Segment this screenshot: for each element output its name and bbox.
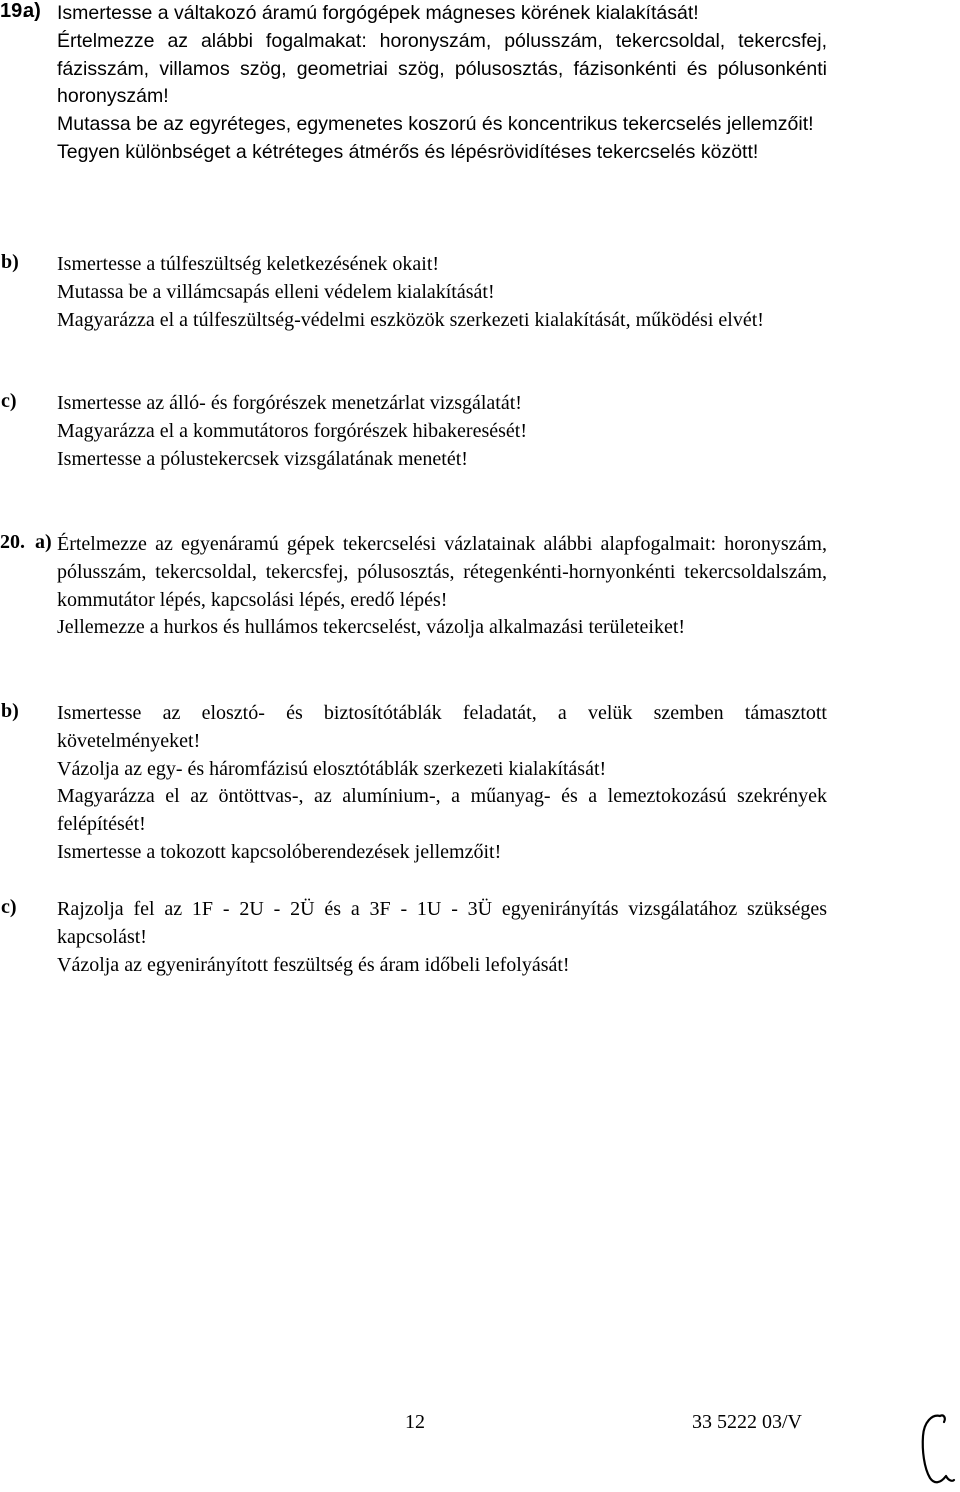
page-number: 12: [405, 1411, 425, 1433]
paragraph: Ismertesse az elosztó- és biztosítótáblák feladatát, a velük szemben támasztott követelményeket!: [57, 702, 827, 752]
paragraph: Mutassa be az egyréteges, egymenetes koszorú és koncentrikus tekercselés jellemzőit!: [57, 113, 814, 136]
paragraph: Mutassa be a villámcsapás elleni védelem kialakítását!: [57, 280, 495, 303]
subquestion-a: [35, 531, 827, 642]
document-code: 33 5222 03/V: [692, 1411, 802, 1433]
paragraph: Értelmezze az egyenáramú gépek tekercselési vázlatainak alábbi alapfogalmait: horonyszám, pólusszám, tekercsoldal, tekercsfej, pólusosztás, rétegenkénti-hornyonkénti tekercsoldalszám, kommutátor lépés, kapcsolási lépés, eredő lépés!: [57, 533, 827, 611]
subquestion-letter: c): [1, 896, 17, 918]
paragraph: Magyarázza el a túlfeszültség-védelmi eszközök szerkezeti kialakítását, működési elvét!: [57, 308, 764, 331]
question-number: 19.: [0, 0, 28, 22]
paragraph: Vázolja az egyenirányított feszültség és áram időbeli lefolyását!: [57, 953, 570, 976]
paragraph: Ismertesse a tokozott kapcsolóberendezések jellemzőit!: [57, 840, 502, 863]
paragraph: Tegyen különbséget a kétréteges átmérős és lépésrövidítéses tekercselés között!: [57, 140, 759, 163]
paragraph: Rajzolja fel az 1F - 2U - 2Ü és a 3F - 1U - 3Ü egyenirányítás vizsgálatához szükséges kapcsolást!: [57, 898, 827, 948]
subquestion-a: [23, 0, 827, 167]
subquestion-letter: b): [1, 251, 19, 273]
paragraph: Jellemezze a hurkos és hullámos tekercselést, vázolja alkalmazási területeiket!: [57, 616, 686, 639]
paragraph: Magyarázza el a kommutátoros forgórészek hibakeresését!: [57, 419, 527, 442]
handwritten-signature-icon: [918, 1410, 956, 1488]
paragraph: Értelmezze az alábbi fogalmakat: horonyszám, pólusszám, tekercsoldal, tekercsfej, fázisszám, villamos szög, geometriai szög, pólusosztás, fázisonkénti és pólusonkénti horonyszám!: [57, 29, 827, 108]
subquestion-c: [1, 390, 827, 473]
subquestion-b: [1, 700, 827, 867]
subquestion-letter: a): [23, 0, 41, 22]
paragraph: Magyarázza el az öntöttvas-, az alumínium-, a műanyag- és a lemeztokozású szekrények felépítését!: [57, 785, 827, 836]
paragraph: Ismertesse az álló- és forgórészek menetzárlat vizsgálatát!: [57, 392, 522, 414]
paragraph: Ismertesse a pólustekercsek vizsgálatának menetét!: [57, 447, 468, 470]
subquestion-letter: b): [1, 700, 19, 722]
subquestion-b: [1, 251, 827, 334]
paragraph: Ismertesse a túlfeszültség keletkezésének okait!: [57, 253, 440, 275]
subquestion-letter: a): [35, 531, 52, 553]
question-number: 20.: [0, 531, 25, 553]
paragraph: Vázolja az egy- és háromfázisú elosztótáblák szerkezeti kialakítását!: [57, 757, 607, 780]
subquestion-letter: c): [1, 390, 17, 412]
subquestion-c: [1, 896, 827, 979]
paragraph: Ismertesse a váltakozó áramú forgógépek mágneses körének kialakítását!: [57, 2, 699, 24]
